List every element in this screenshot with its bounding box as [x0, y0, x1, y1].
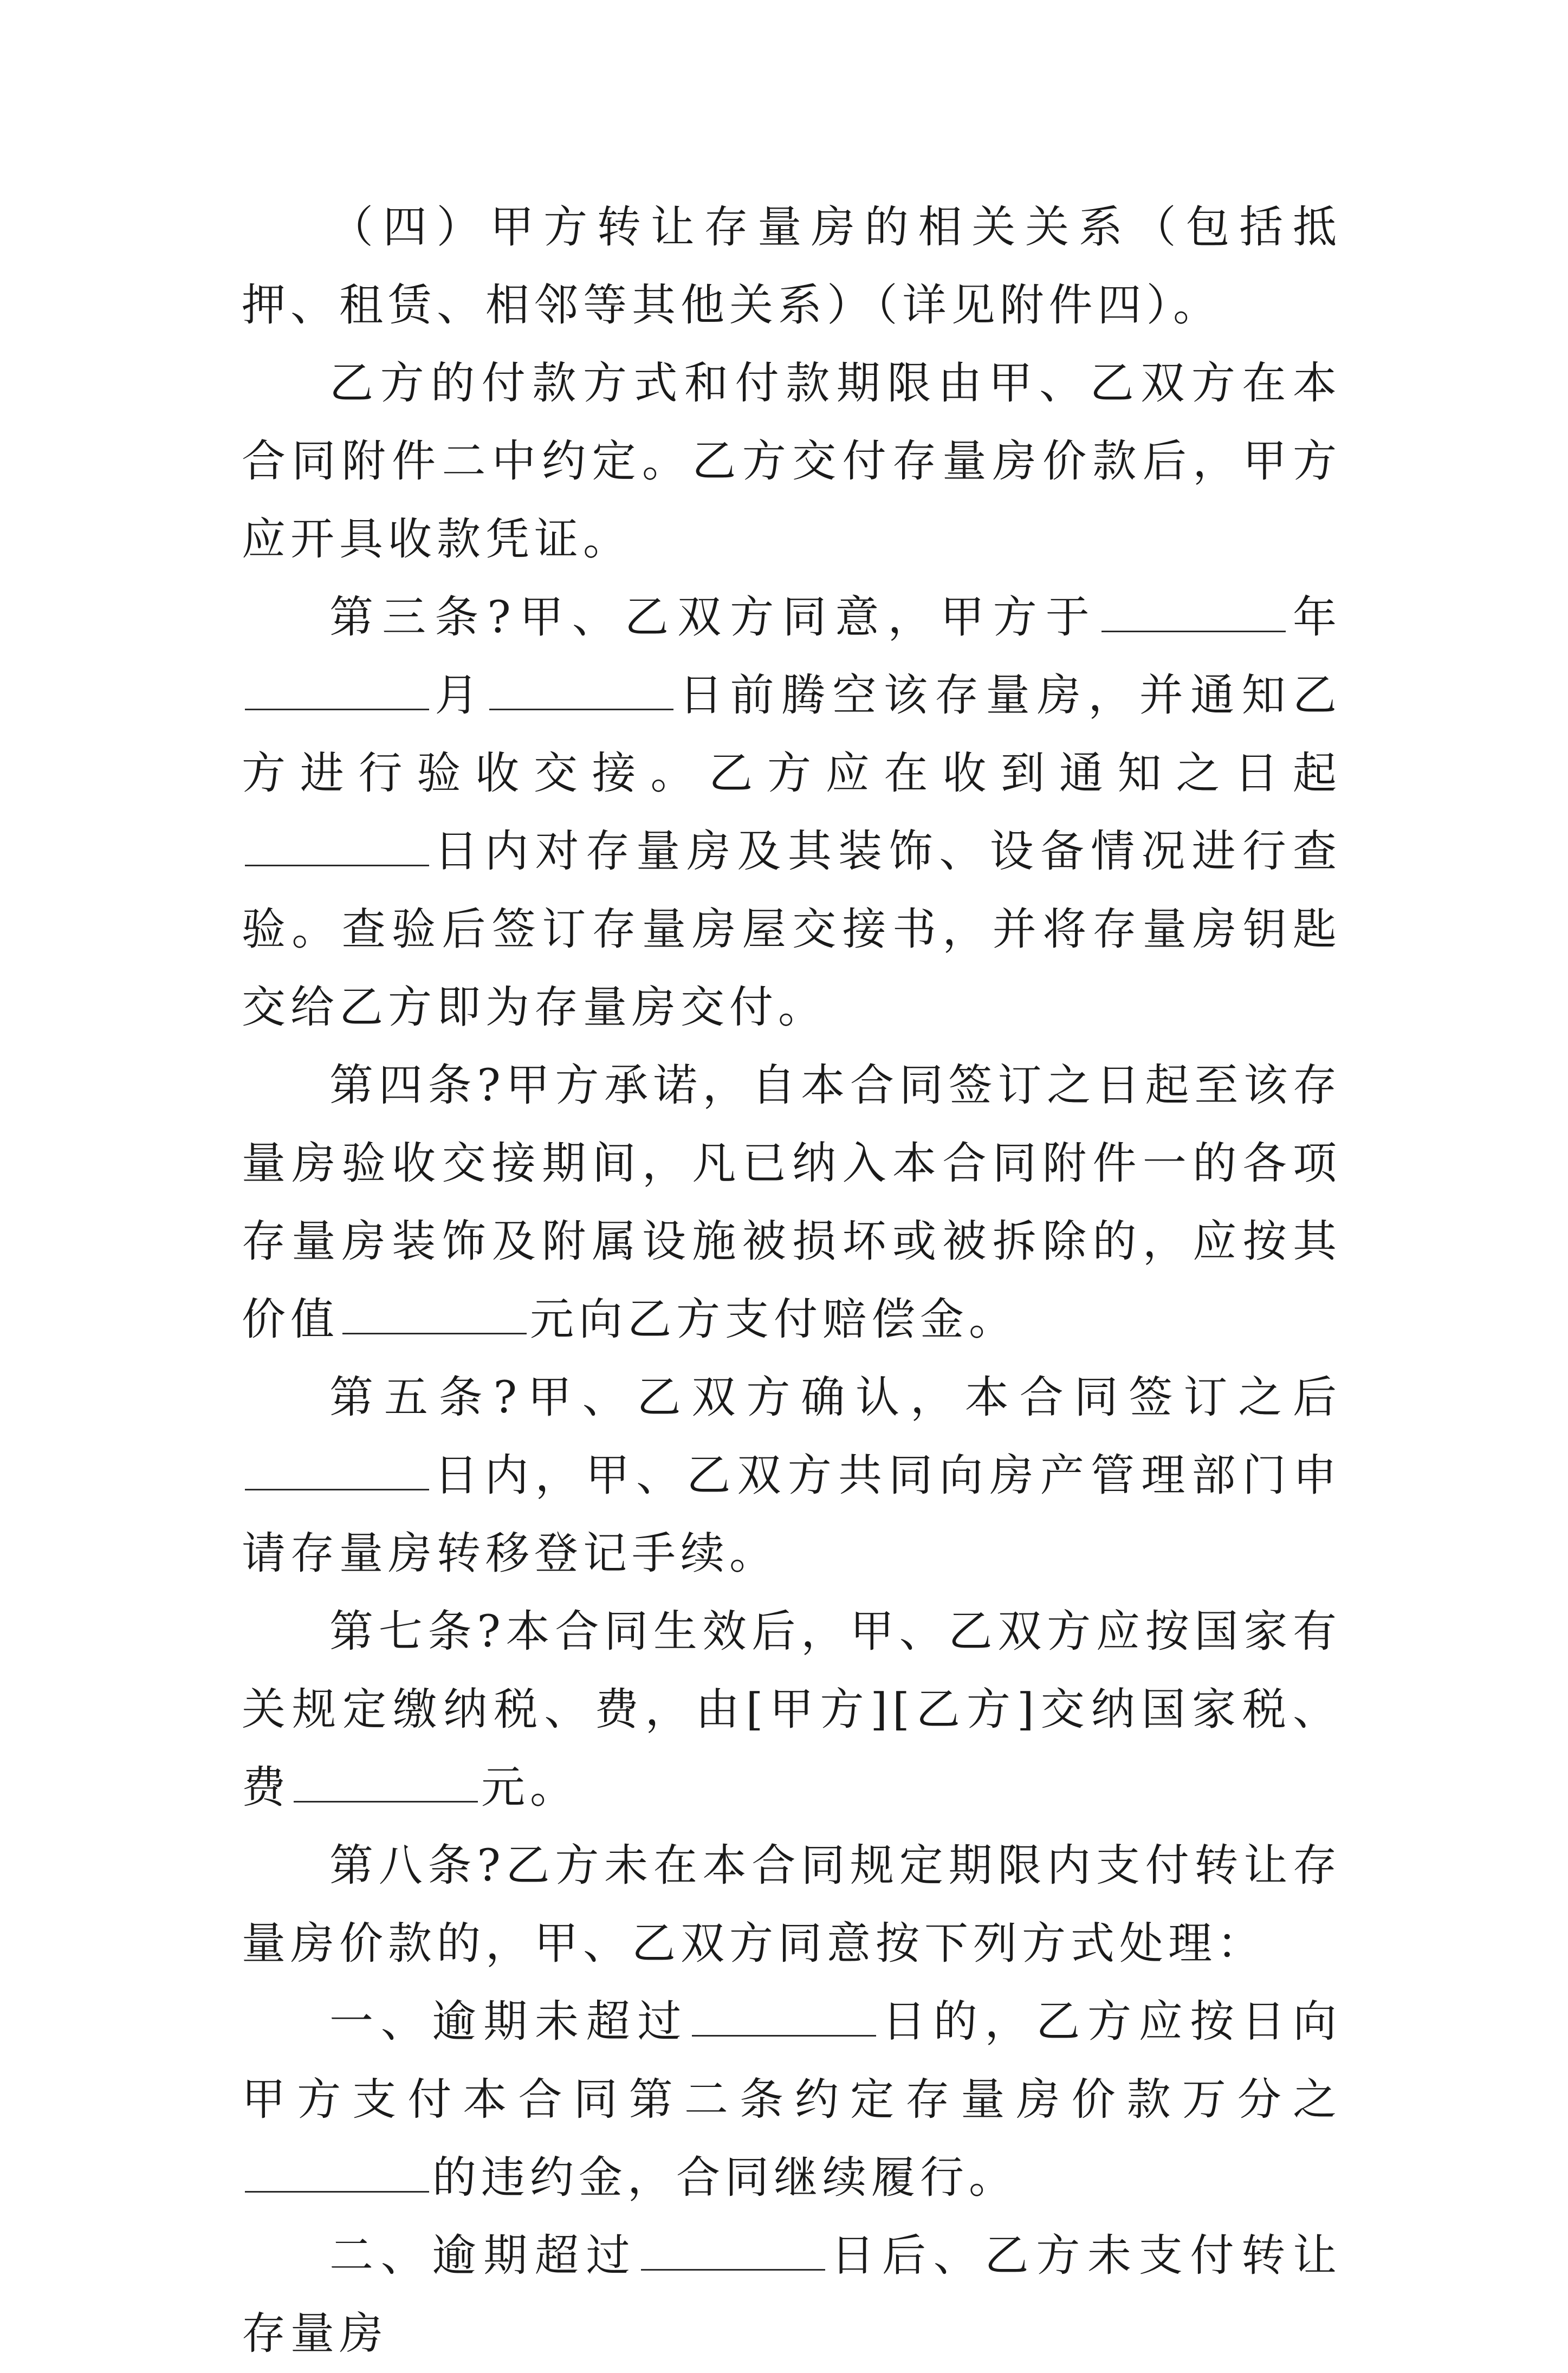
para-4-text-b: 元向乙方支付赔偿金。: [530, 1294, 1018, 1345]
para-3-text-c: 月: [432, 670, 486, 721]
paragraph-article-four: [242, 1047, 1342, 1359]
para-5-text-b: 日内，甲、乙双方共同向房产管理部门申请存量房转移登记手续。: [242, 1450, 1342, 1579]
paragraph-article-five: [242, 1359, 1342, 1593]
contract-body: [242, 189, 1342, 2373]
para-3-text-e: 日内对存量房及其装饰、设备情况进行查验。查验后签订存量房屋交接书，并将存量房钥匙交给乙方即为存量房交付。: [242, 826, 1342, 1033]
para-8-text-b: 日的，乙方应按日向甲方支付本合同第二条约定存量房价款万分之: [242, 1996, 1342, 2125]
paragraph-article-seven: [242, 1593, 1342, 1827]
para-9-text-a: 二、逾期超过: [329, 2231, 638, 2281]
fill-blank-tax-amount[interactable]: [294, 1800, 478, 1803]
fill-blank-overdue-days[interactable]: [692, 2034, 876, 2037]
para-8-text-a: 一、逾期未超过: [329, 1996, 689, 2047]
para-3-text-d: 日前腾空该存量房，并通知乙方进行验收交接。乙方应在收到通知之日起: [242, 670, 1342, 799]
para-5-text-a: 第五条?甲、乙双方确认，本合同签订之后: [329, 1372, 1342, 1423]
fill-blank-registration-days[interactable]: [245, 1488, 429, 1490]
paragraph-payment-terms: [242, 345, 1342, 579]
para-2-text: 乙方的付款方式和付款期限由甲、乙双方在本合同附件二中约定。乙方交付存量房价款后，甲方应开具收款凭证。: [242, 358, 1342, 565]
para-3-text-a: 第三条?甲、乙双方同意，甲方于: [329, 592, 1098, 643]
para-7-text: 第八条?乙方未在本合同规定期限内支付转让存量房价款的，甲、乙双方同意按下列方式处理：: [242, 1840, 1342, 1969]
fill-blank-penalty-rate[interactable]: [245, 2190, 429, 2193]
para-8-text-c: 的违约金，合同继续履行。: [432, 2152, 1018, 2203]
paragraph-article-eight: [242, 1827, 1342, 1983]
fill-blank-month[interactable]: [245, 708, 429, 710]
para-6-text-b: 元。: [481, 1762, 579, 1813]
paragraph-attachment-four: [242, 189, 1342, 345]
paragraph-clause-two: [242, 2217, 1342, 2373]
para-1-text: （四）甲方转让存量房的相关关系（包括抵押、租赁、相邻等其他关系）（详见附件四）。: [242, 202, 1342, 331]
fill-blank-overdue-days-exceeded[interactable]: [641, 2268, 825, 2271]
para-6-text-a: 第七条?本合同生效后，甲、乙双方应按国家有关规定缴纳税、费，由[甲方][乙方]交纳国家税、费: [242, 1606, 1342, 1813]
para-9-text-b: 日后、乙方未支付转让存量房: [242, 2231, 1342, 2359]
paragraph-clause-one: [242, 1983, 1342, 2217]
para-3-text-b: 年: [1288, 592, 1342, 643]
para-4-text-a: 第四条?甲方承诺，自本合同签订之日起至该存量房验收交接期间，凡已纳入本合同附件一的各项存量房装饰及附属设施被损坏或被拆除的，应按其价值: [242, 1060, 1342, 1345]
paragraph-article-three: [242, 579, 1342, 1047]
fill-blank-compensation-amount[interactable]: [342, 1332, 527, 1334]
fill-blank-year[interactable]: [1102, 630, 1286, 632]
fill-blank-inspection-days[interactable]: [245, 864, 429, 866]
fill-blank-day[interactable]: [489, 708, 673, 710]
